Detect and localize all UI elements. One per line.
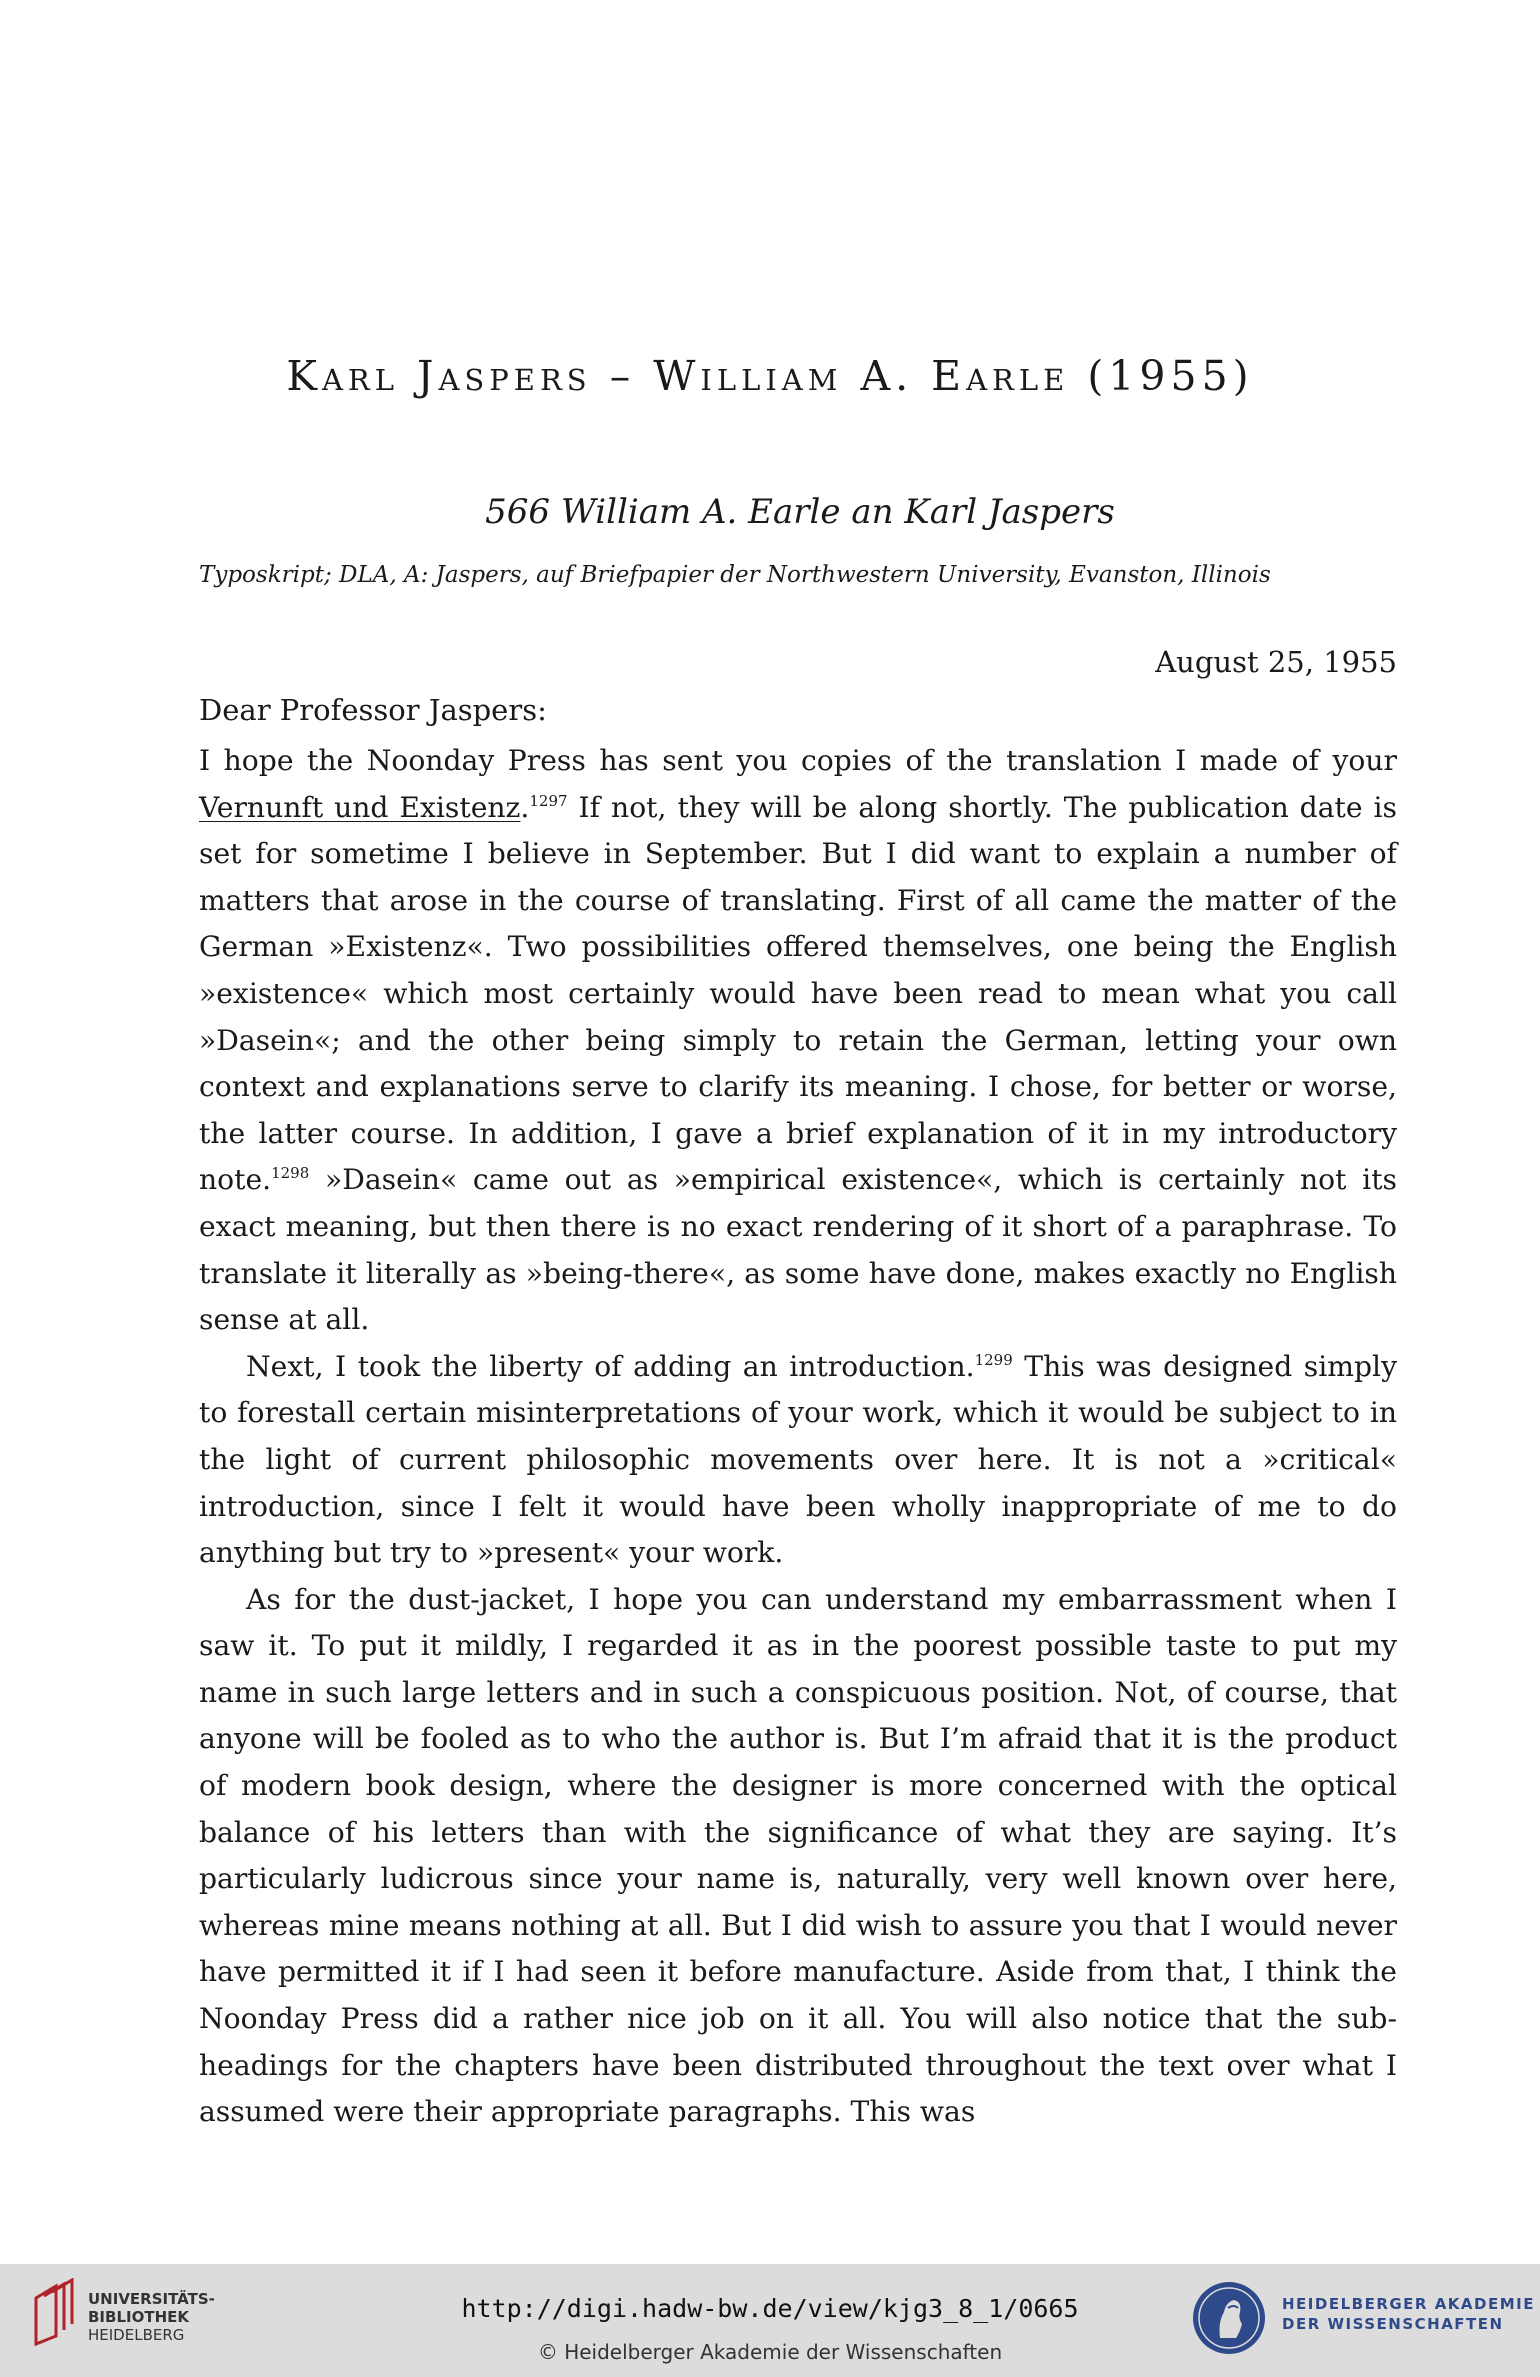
body-paragraph-1 bbox=[199, 738, 1397, 1344]
letter-date: August 25, 1955 bbox=[1155, 645, 1397, 679]
library-name-line: BIBLIOTHEK bbox=[88, 2308, 189, 2326]
chapter-heading: Karl Jaspers – William A. Earle (1955) bbox=[286, 352, 1254, 400]
text-segment: I hope the Noonday Press has sent you copies of the translation I made of your bbox=[199, 744, 1397, 777]
academy-name-line: DER WISSENSCHAFTEN bbox=[1282, 2315, 1504, 2333]
footnote-marker[interactable]: 1297 bbox=[529, 791, 568, 810]
text-segment: If not, they will be along shortly. The publication date is set for sometime I believe in September. But I did want to explain a number of matters that arose in the course of translating. First of all came the matter of the German »Existenz«. Two possibilities offered themselves, one being the English »existence« which most certainly would have been read to mean what you call »Dasein«; and the other being simply to retain the German, letting your own context and explanations serve to clarify its meaning. I chose, for better or worse, the latter course. In addition, I gave a brief explanation of it in my introductory note. bbox=[199, 790, 1397, 1197]
text-segment: »Dasein« came out as »empirical existence«, which is certainly not its exact meaning, but then there is no exact rendering of it short of a paraphrase. To translate it literally as »being-there«, as some have done, makes exactly no English sense at all. bbox=[199, 1163, 1397, 1337]
permalink-url[interactable]: http://digi.hadw-bw.de/view/kjg3_8_1/0665 bbox=[461, 2294, 1079, 2323]
academy-name-line: HEIDELBERGER AKADEMIE bbox=[1282, 2295, 1535, 2313]
book-title: Vernunft und Existenz bbox=[199, 790, 521, 824]
library-name-line: HEIDELBERG bbox=[88, 2326, 185, 2344]
text-segment: Next, I took the liberty of adding an introduction. bbox=[246, 1349, 975, 1383]
letter-source-note: Typoskript; DLA, A: Jaspers, auf Briefpapier der Northwestern University, Evanston, Illinois bbox=[199, 562, 1271, 588]
letter-title: 566 William A. Earle an Karl Jaspers bbox=[485, 492, 1115, 532]
copyright-notice: © Heidelberger Akademie der Wissenschaften bbox=[537, 2340, 1003, 2364]
body-paragraph-3: As for the dust-jacket, I hope you can understand my embarrassment when I saw it. To put it mildly, I regarded it as in the poorest possible taste to put my name in such large letters and in such a conspicuous position. Not, of course, that anyone will be fooled as to who the author is. But I’m afraid that it is the product of modern book design, where the designer is more concerned with the optical balance of his letters than with the significance of what they are saying. It’s particularly ludicrous since your name is, naturally, very well known over here, whereas mine means nothing at all. But I did wish to assure you that I would never have permitted it if I had seen it before manufacture. Aside from that, I think the Noonday Press did a rather nice job on it all. You will also notice that the sub-headings for the chapters have been distributed throughout the text over what I assumed were their appropriate paragraphs. This was bbox=[199, 1582, 1397, 2129]
letter-body bbox=[199, 738, 1397, 2136]
text-segment: This was designed simply to forestall certain misinterpretations of your work, which it would be subject to in the light of current philosophic movements over here. It is not a »critical« introduction, since I felt it would have been wholly inappropriate of me to do anything but try to »present« your work. bbox=[199, 1349, 1397, 1570]
footnote-marker[interactable]: 1299 bbox=[974, 1350, 1013, 1369]
body-paragraph-2 bbox=[199, 1344, 1397, 1577]
academy-name bbox=[1282, 2294, 1535, 2334]
library-name-line: UNIVERSITÄTS- bbox=[88, 2290, 215, 2308]
footnote-marker[interactable]: 1298 bbox=[271, 1164, 310, 1183]
academy-seal-icon[interactable] bbox=[1190, 2278, 1268, 2358]
text-segment: . bbox=[520, 790, 530, 824]
letter-salutation: Dear Professor Jaspers: bbox=[199, 693, 547, 727]
footer-bar bbox=[0, 2264, 1540, 2377]
